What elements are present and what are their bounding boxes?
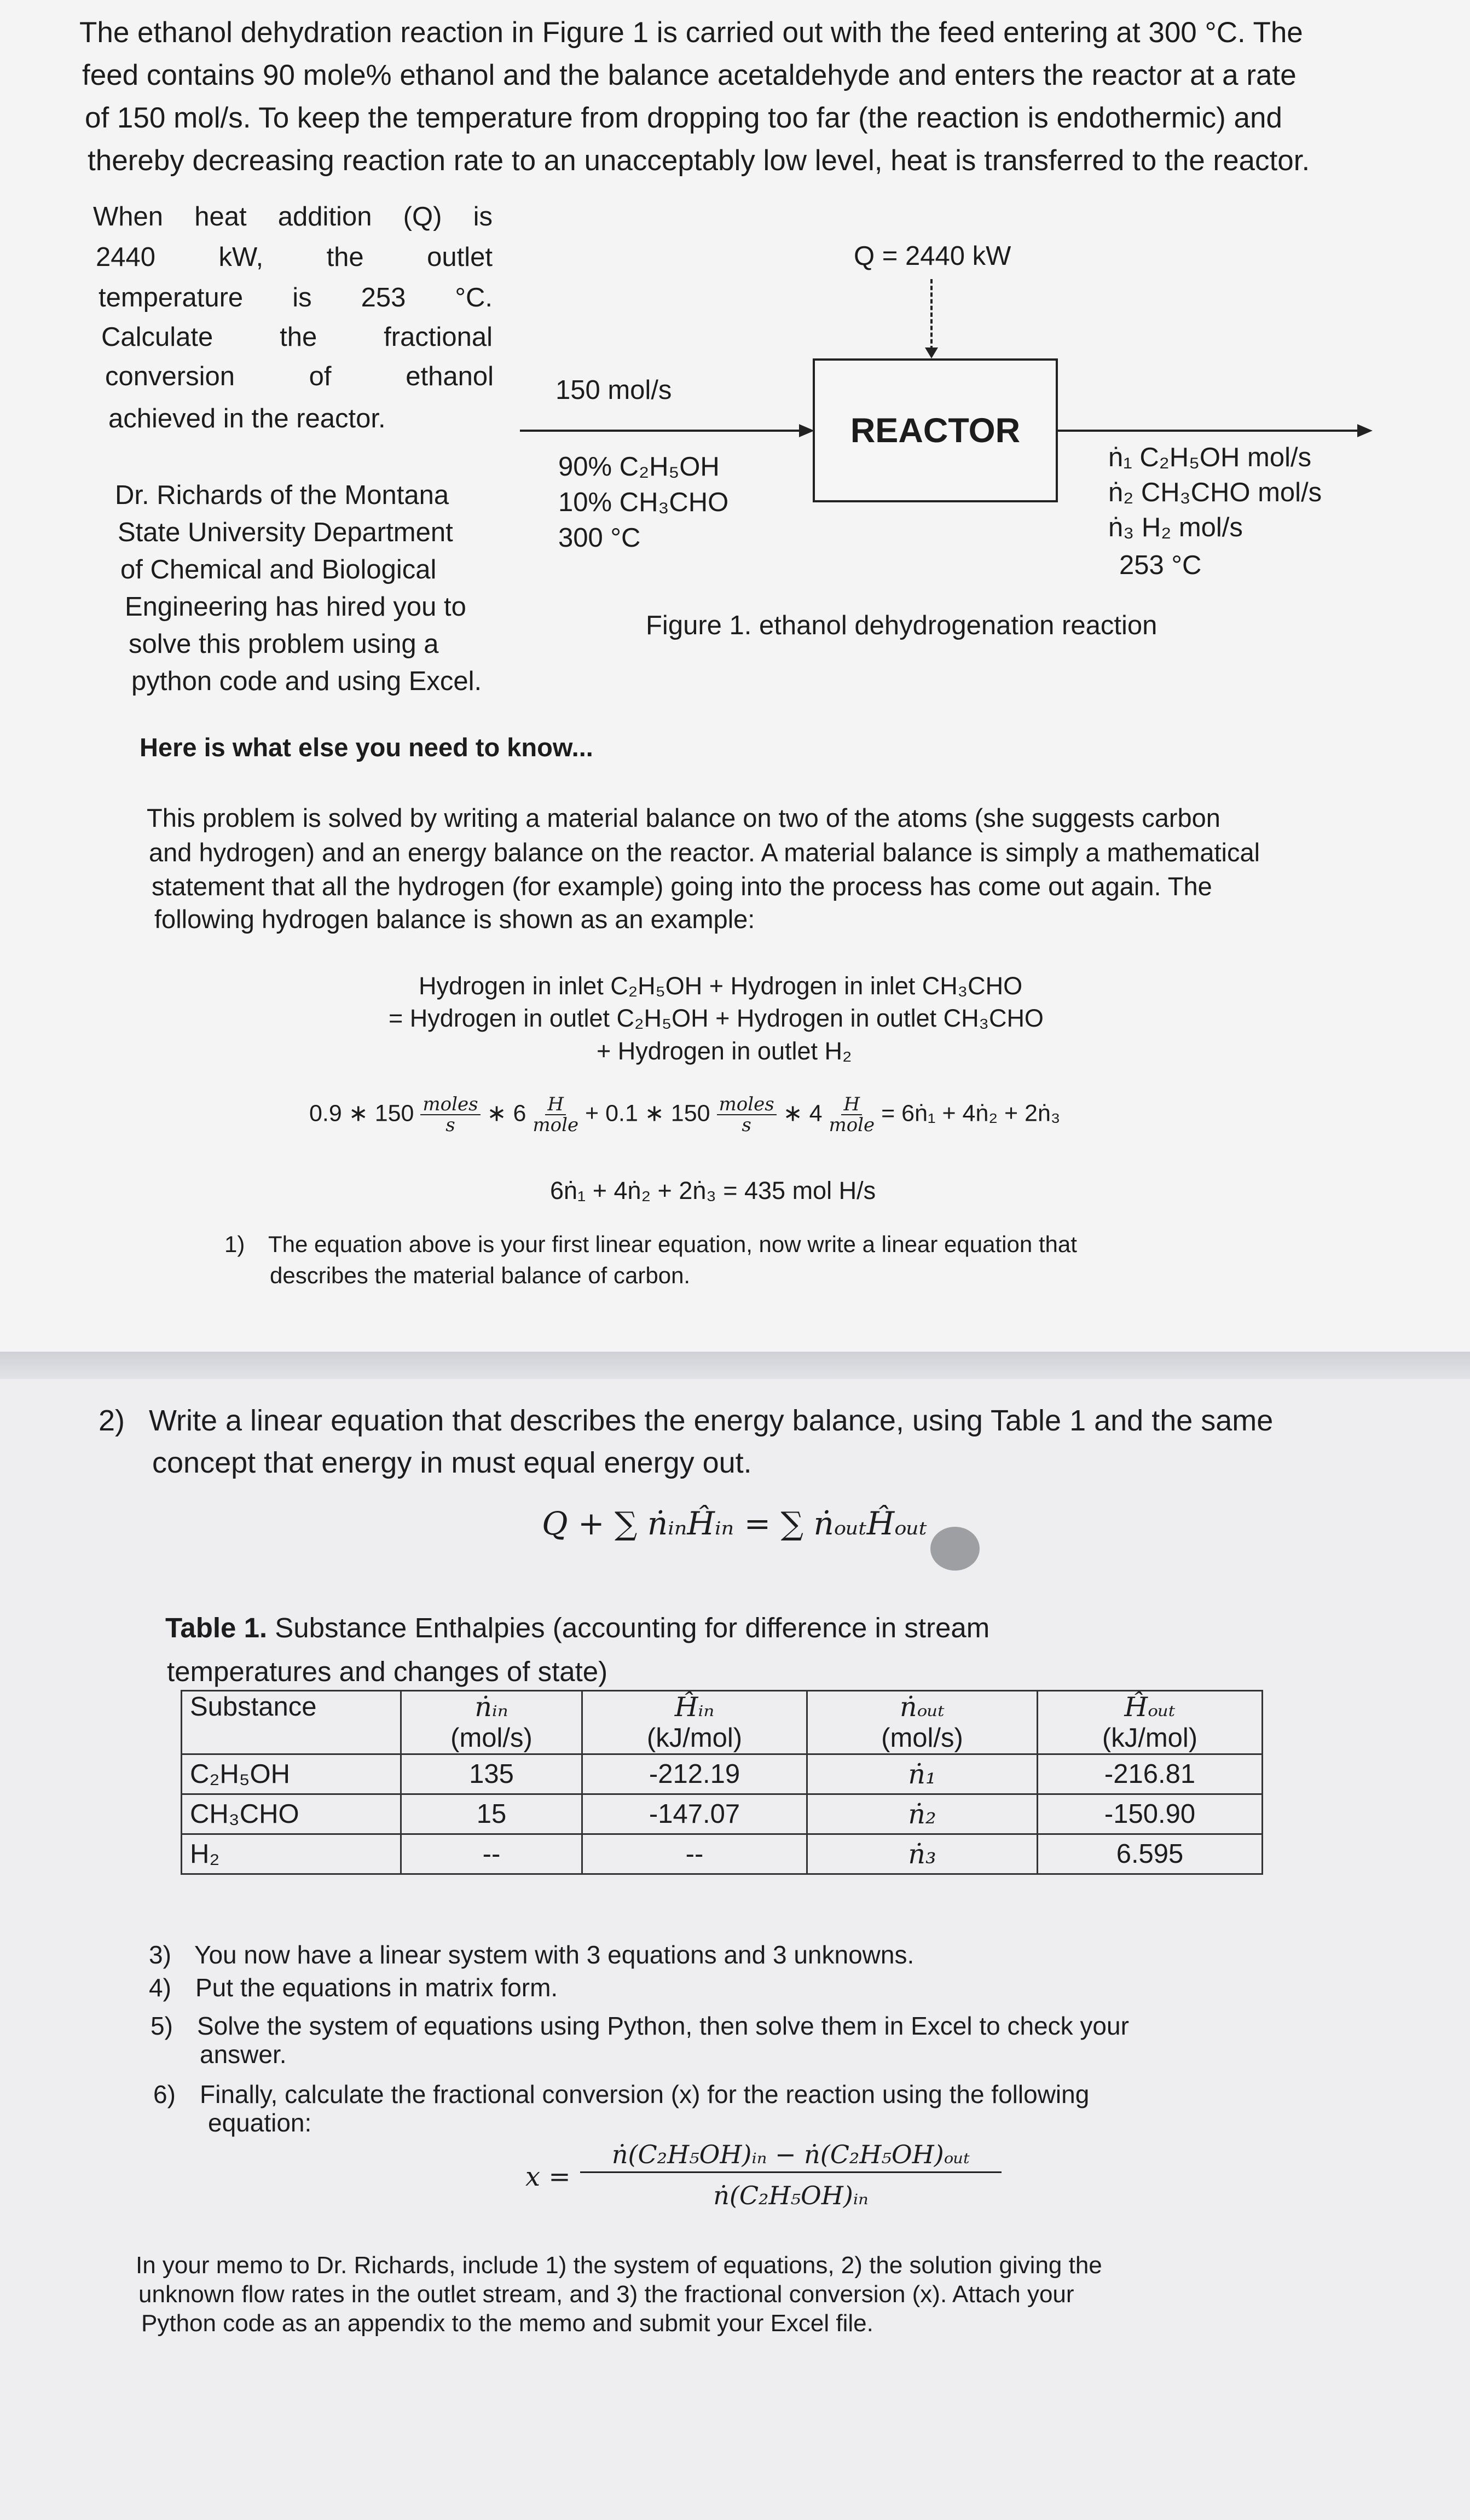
step-5-line-2: answer. xyxy=(200,2040,287,2069)
step-5-number: 5) xyxy=(151,2012,173,2040)
hydrogen-equation: 0.9 ∗ 150 $\frac{\text{moles}}{s}$ ∗ 6 $\frac{H}{\text{mole}}$ + 0.1 ∗ 150 $\frac{\text{moles}}{s}$ ∗ 4 $\frac{H}{\text{mole}}$ = 6ṅ₁ + 4ṅ₂ + 2ṅ₃ xyxy=(309,1093,1061,1136)
side-line-3: temperature is 253 °C. xyxy=(99,283,493,312)
client-line-1: Dr. Richards of the Montana xyxy=(115,480,449,510)
feed-comp-2: 10% CH₃CHO xyxy=(558,488,729,517)
balance-line-1: Hydrogen in inlet C₂H₅OH + Hydrogen in inlet CH₃CHO xyxy=(419,972,1023,1000)
know-line-1: This problem is solved by writing a material balance on two of the atoms (she suggests carbon xyxy=(147,803,1220,832)
client-line-6: python code and using Excel. xyxy=(131,667,482,696)
heat-arrow-head xyxy=(925,347,938,358)
know-line-3: statement that all the hydrogen (for example) going into the process has come out again. The xyxy=(152,872,1212,901)
outlet-2: ṅ₂ CH₃CHO mol/s xyxy=(1108,478,1322,507)
client-line-4: Engineering has hired you to xyxy=(125,592,466,622)
outlet-arrow-head xyxy=(1357,424,1373,437)
feed-arrow-head xyxy=(799,424,814,437)
page-gap xyxy=(0,1352,1470,1379)
step-6-line-2: equation: xyxy=(208,2108,312,2137)
header-h-out: Ĥₒᵤₜ xyxy=(1124,1691,1176,1723)
know-line-4: following hydrogen balance is shown as an example: xyxy=(154,905,755,934)
figure-caption: Figure 1. ethanol dehydrogenation reaction xyxy=(646,611,1158,640)
feed-arrow xyxy=(520,430,802,432)
conversion-denominator: ṅ(C₂H₅OH)ᵢₙ xyxy=(713,2181,869,2210)
reactor-box: REACTOR xyxy=(813,358,1058,502)
intro-line-2: feed contains 90 mole% ethanol and the balance acetaldehyde and enters the reactor at a rate xyxy=(82,59,1297,91)
client-line-2: State University Department xyxy=(118,518,453,547)
feed-rate-label: 150 mol/s xyxy=(555,375,672,405)
header-n-in: ṅᵢₙ xyxy=(474,1691,508,1723)
heat-arrow xyxy=(930,279,933,350)
side-line-5: conversion of ethanol xyxy=(105,362,494,391)
step-4-number: 4) xyxy=(149,1973,171,2002)
table-header-row: Substance ṅᵢₙ (mol/s) Ĥᵢₙ (kJ/mol) ṅₒᵤₜ (mol/s) Ĥₒᵤₜ (kJ/mol) xyxy=(182,1691,1263,1754)
memo-line-3: Python code as an appendix to the memo and submit your Excel file. xyxy=(141,2310,873,2337)
step-2-line-1: Write a linear equation that describes the energy balance, using Table 1 and the same xyxy=(149,1404,1274,1437)
table-row: C₂H₅OH 135 -212.19 ṅ₁ -216.81 xyxy=(182,1754,1263,1794)
energy-balance-equation: Q + ∑ ṅᵢₙĤᵢₙ = ∑ ṅₒᵤₜĤₒᵤₜ xyxy=(542,1505,927,1542)
memo-line-1: In your memo to Dr. Richards, include 1) the system of equations, 2) the solution giving the xyxy=(136,2252,1102,2279)
step-3-line-1: You now have a linear system with 3 equations and 3 unknowns. xyxy=(194,1940,915,1969)
enthalpy-table xyxy=(181,1690,1263,1875)
intro-line-1: The ethanol dehydration reaction in Figure 1 is carried out with the feed entering at 300 °C. The xyxy=(79,16,1303,49)
side-line-2: 2440 kW, the outlet xyxy=(96,242,493,272)
client-line-3: of Chemical and Biological xyxy=(120,555,437,584)
know-line-2: and hydrogen) and an energy balance on the reactor. A material balance is simply a mathematical xyxy=(149,838,1260,867)
step-6-line-1: Finally, calculate the fractional conversion (x) for the reaction using the following xyxy=(200,2080,1090,2108)
conversion-numerator: ṅ(C₂H₅OH)ᵢₙ − ṅ(C₂H₅OH)ₒᵤₜ xyxy=(580,2140,1002,2173)
step-3-number: 3) xyxy=(149,1940,171,1969)
balance-line-3: + Hydrogen in outlet H₂ xyxy=(597,1037,852,1065)
feed-comp-1: 90% C₂H₅OH xyxy=(558,452,720,482)
feed-temp: 300 °C xyxy=(558,523,641,553)
outlet-temp: 253 °C xyxy=(1119,551,1202,580)
step-1-line-1: The equation above is your first linear equation, now write a linear equation that xyxy=(268,1231,1077,1257)
balance-line-2: = Hydrogen in outlet C₂H₅OH + Hydrogen in outlet CH₃CHO xyxy=(389,1004,1044,1032)
header-substance: Substance xyxy=(190,1692,317,1722)
intro-line-3: of 150 mol/s. To keep the temperature from dropping too far (the reaction is endothermic) and xyxy=(85,102,1282,134)
step-2-line-2: concept that energy in must equal energy out. xyxy=(152,1446,752,1479)
step-1-line-2: describes the material balance of carbon. xyxy=(270,1262,691,1288)
step-1-number: 1) xyxy=(224,1231,245,1257)
table-row: CH₃CHO 15 -147.07 ṅ₂ -150.90 xyxy=(182,1794,1263,1834)
header-n-out: ṅₒᵤₜ xyxy=(899,1691,945,1723)
step-2-number: 2) xyxy=(99,1404,125,1437)
outlet-3: ṅ₃ H₂ mol/s xyxy=(1108,513,1243,542)
hydrogen-result: 6ṅ₁ + 4ṅ₂ + 2ṅ₃ = 435 mol H/s xyxy=(550,1177,876,1204)
heat-label: Q = 2440 kW xyxy=(854,241,1011,271)
side-line-4: Calculate the fractional xyxy=(101,322,493,352)
header-h-in: Ĥᵢₙ xyxy=(674,1691,715,1723)
outlet-arrow xyxy=(1056,430,1359,432)
thumb-smudge xyxy=(930,1527,980,1571)
table-row: H₂ -- -- ṅ₃ 6.595 xyxy=(182,1834,1263,1874)
step-4-line-1: Put the equations in matrix form. xyxy=(195,1973,558,2002)
table-title-line-1: Table 1. Substance Enthalpies (accounting for difference in stream xyxy=(165,1612,990,1643)
step-6-number: 6) xyxy=(153,2080,176,2108)
client-line-5: solve this problem using a xyxy=(129,629,439,659)
step-5-line-1: Solve the system of equations using Python, then solve them in Excel to check your xyxy=(197,2012,1129,2040)
conversion-x: x = xyxy=(525,2162,571,2192)
outlet-1: ṅ₁ C₂H₅OH mol/s xyxy=(1108,443,1312,472)
memo-line-2: unknown flow rates in the outlet stream, and 3) the fractional conversion (x). Attach your xyxy=(138,2281,1074,2308)
table-title-line-2: temperatures and changes of state) xyxy=(167,1656,608,1687)
intro-line-4: thereby decreasing reaction rate to an unacceptably low level, heat is transferred to the reactor. xyxy=(88,144,1310,177)
side-line-1: When heat addition (Q) is xyxy=(93,202,493,231)
side-line-6: achieved in the reactor. xyxy=(108,404,386,433)
know-heading: Here is what else you need to know... xyxy=(140,733,593,762)
